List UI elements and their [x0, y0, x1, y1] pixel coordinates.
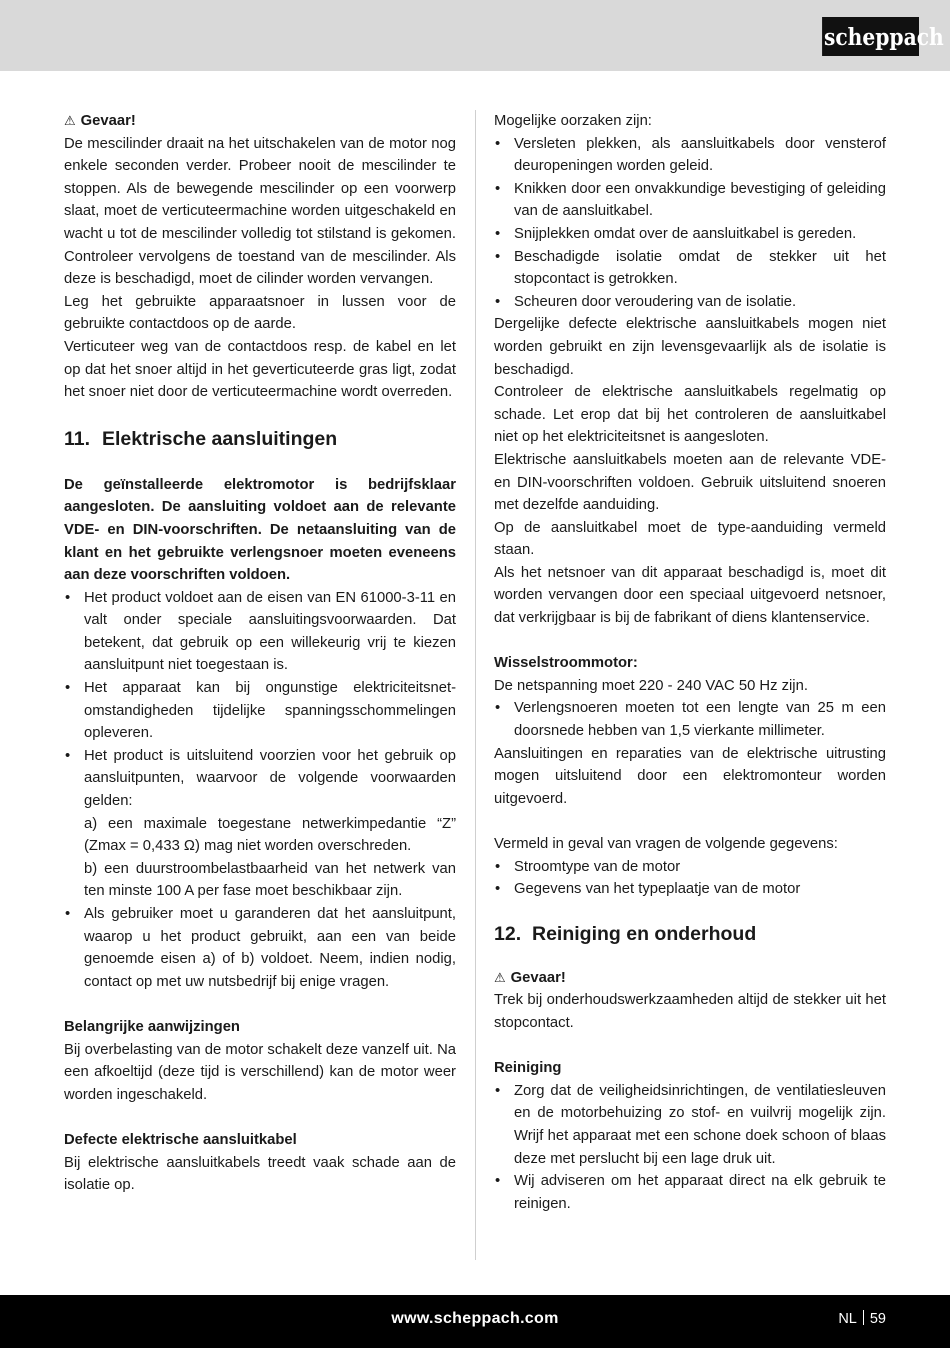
warning-title: Gevaar!: [510, 969, 566, 986]
list-item: • Knikken door een onvakkundige bevestiging of geleiding van de aansluitkabel.: [494, 178, 886, 223]
brand-logo: scheppach: [822, 17, 919, 56]
section-heading-12: [494, 921, 886, 947]
header-band: [0, 0, 950, 71]
ac-voltage: De netspanning moet 220 - 240 VAC 50 Hz zijn.: [494, 677, 808, 694]
list-item: • Het apparaat kan bij ongunstige elektriciteitsnet-omstandigheden tijdelijke spanningsschommelingen opleveren.: [64, 677, 456, 745]
list-item: [64, 745, 456, 903]
paragraph-vde: Elektrische aansluitkabels moeten aan de relevante VDE- en DIN-voorschriften voldoen. Gebruik uitsluitend snoeren met dezelfde aanduiding.: [494, 451, 886, 514]
list-item: • Scheuren door veroudering van de isolatie.: [494, 291, 886, 314]
warning-icon: ⚠: [494, 969, 506, 985]
list-item: • Verlengsnoeren moeten tot een lengte van 25 m een doorsnede hebben van 1,5 vierkante millimeter.: [494, 697, 886, 742]
footer-bar: [0, 1295, 950, 1348]
list-item: • Zorg dat de veiligheidsinrichtingen, de ventilatiesleuven en de motorbehuizing zo stof- en vuilvrij mogelijk zijn. Wrijf het apparaat met een schone doek schoon of blaas deze met perslucht bij een lage druk uit.: [494, 1080, 886, 1170]
warning-text: De mescilinder draait na het uitschakelen van de motor nog enkele seconden verder. Probeer nooit de mescilinder te stoppen. Als de bewegende mescilinder op een voorwerp slaat, moet de verticuteermachine worden uitgeschakeld en wacht u tot de mescilinder volledig tot stilstand is gekomen. Controleer vervolgens de toestand van de mescilinder. Als deze is beschadigd, moet de cilinder worden vervangen.: [64, 135, 456, 288]
defect-text: Bij elektrische aansluitkabels treedt vaak schade aan de isolatie op.: [64, 1154, 456, 1194]
notes-text: Bij overbelasting van de motor schakelt deze vanzelf uit. Na een afkoeltijd (deze tijd is verschillend) kan de motor weer worden ingeschakeld.: [64, 1041, 456, 1103]
list-item: • Wij adviseren om het apparaat direct na elk gebruik te reinigen.: [494, 1170, 886, 1215]
footer-url[interactable]: www.scheppach.com: [391, 1310, 559, 1327]
separator: [863, 1310, 864, 1325]
paragraph-defect: Dergelijke defecte elektrische aansluitkabels mogen niet worden gebruikt en zijn levensgevaarlijk als de isolatie is beschadigd.: [494, 316, 886, 378]
info-list: [494, 856, 886, 901]
page-number: 59: [869, 1311, 886, 1327]
list-item: • Gegevens van het typeplaatje van de motor: [494, 878, 886, 901]
list-item: • Snijplekken omdat over de aansluitkabel is gereden.: [494, 223, 886, 246]
list-item: • Het product voldoet aan de eisen van EN 61000-3-11 en valt onder speciale aansluitingsvoorwaarden. Dat betekent, dat gebruik op een willekeurig vrij te kiezen aansluitpunt niet toegestaan is.: [64, 587, 456, 677]
requirements-list: [64, 587, 456, 994]
paragraph-netsnoer: Als het netsnoer van dit apparaat beschadigd is, moet dit worden vervangen door een speciaal uitgevoerd netsnoer, dat verkrijgbaar is bij de fabrikant of diens klantenservice.: [494, 564, 886, 627]
defect-title: Defecte elektrische aansluitkabel: [64, 1131, 297, 1148]
condition-a: a) een maximale toegestane netwerkimpedantie “Z” (Zmax = 0,433 Ω) mag niet worden overschreden.: [84, 815, 456, 855]
paragraph-type: Op de aansluitkabel moet de type-aanduiding vermeld staan.: [494, 519, 886, 559]
section-heading-11: [64, 426, 456, 452]
notes-title: Belangrijke aanwijzingen: [64, 1018, 240, 1035]
column-divider: [475, 110, 476, 1260]
warning-icon: ⚠: [64, 113, 76, 128]
paragraph-cord: Leg het gebruikte apparaatsnoer in lussen voor de gebruikte contactdoos op de aarde.: [64, 293, 456, 333]
causes-list: [494, 133, 886, 314]
ac-repairs: Aansluitingen en reparaties van de elektrische uitrusting mogen uitsluitend door een elektromonteur worden uitgevoerd.: [494, 745, 886, 807]
page-indicator: [838, 1310, 886, 1327]
warning-heading: [494, 967, 886, 990]
paragraph-check: Controleer de elektrische aansluitkabels regelmatig op schade. Let erop dat bij het controleren de aansluitkabel niet op het elektriciteitsnet is aangesloten.: [494, 384, 886, 446]
left-column: [64, 110, 456, 1197]
section-number: 12.: [494, 922, 522, 945]
list-item-text: Het product is uitsluitend voorzien voor het gebruik op aansluitpunten, waarvoor de volgende voorwaarden gelden:: [84, 747, 456, 810]
section-number: 11.: [64, 427, 91, 450]
condition-b: b) een duurstroombelastbaarheid van het netwerk van ten minste 100 A per fase moet beschikbaar zijn.: [84, 860, 456, 900]
section-title: Reiniging en onderhoud: [532, 922, 757, 945]
info-title: Vermeld in geval van vragen de volgende gegevens:: [494, 836, 838, 852]
cleaning-list: [494, 1080, 886, 1216]
list-item: • Versleten plekken, als aansluitkabels door vensterof deuropeningen worden geleid.: [494, 133, 886, 178]
causes-title: Mogelijke oorzaken zijn:: [494, 113, 652, 129]
ac-motor-title: Wisselstroommotor:: [494, 655, 638, 672]
paragraph-remove: Verticuteer weg van de contactdoos resp. de kabel en let op dat het snoer altijd in het geverticuteerde gras ligt, zodat het snoer niet door de verticuteermachine wordt overreden.: [64, 338, 456, 401]
list-item: • Stroomtype van de motor: [494, 856, 886, 879]
right-column: [494, 110, 886, 1215]
section-title: Elektrische aansluitingen: [102, 427, 338, 450]
warning-text: Trek bij onderhoudswerkzaamheden altijd de stekker uit het stopcontact.: [494, 992, 886, 1031]
ac-list: [494, 697, 886, 742]
cleaning-title: Reiniging: [494, 1060, 562, 1077]
list-item: • Beschadigde isolatie omdat de stekker uit het stopcontact is getrokken.: [494, 246, 886, 291]
warning-title: Gevaar!: [80, 113, 136, 129]
list-item: • Als gebruiker moet u garanderen dat het aansluitpunt, waarop u het product gebruikt, aan een van beide genoemde eisen a) of b) voldoet. Neem, indien nodig, contact op met uw nutsbedrijf bij enige vragen.: [64, 903, 456, 993]
language-code: NL: [838, 1311, 857, 1327]
warning-heading: [64, 110, 456, 133]
intro-bold: De geïnstalleerde elektromotor is bedrijfsklaar aangesloten. De aansluiting voldoet aan de relevante VDE- en DIN-voorschriften. De netaansluiting van de klant en het gebruikte verlengsnoer moeten eveneens aan deze voorschriften voldoen.: [64, 476, 456, 584]
